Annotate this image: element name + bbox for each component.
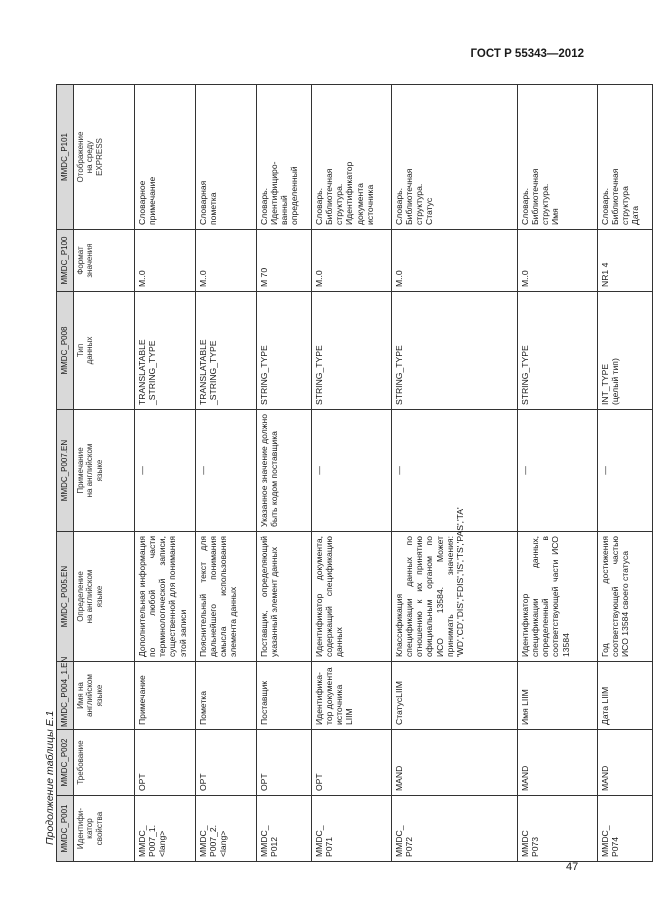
table-cell: STRING_TYPE (312, 292, 392, 410)
column-code-cell: MMDC_P004_1.EN (57, 662, 74, 730)
column-code-cell: MMDC_P002 (57, 730, 74, 796)
table-cell: OPT (257, 730, 312, 796)
table-cell: Дополнительная информация по любой части терминологической записи, существенной для понимания этой записи (135, 532, 196, 662)
column-code-cell: MMDC_P001 (57, 796, 74, 862)
table-row (598, 85, 653, 862)
table-caption: Продолжение таблицы Е.1 (44, 710, 56, 845)
table-cell: — (312, 410, 392, 532)
table-cell: M..0 (518, 230, 598, 292)
table-cell: Указанное значение должно быть кодом поставщика (257, 410, 312, 532)
table-cell: MMDC_ P012 (257, 796, 312, 862)
header-row (74, 85, 135, 862)
table-cell: СтатусLIIM (392, 662, 518, 730)
table-cell: MAND (518, 730, 598, 796)
table-cell: Идентифика- тор документа источника LIIM (312, 662, 392, 730)
table-cell: Пояснительный текст для дальнейшего понимания смысла использования элемента данных (196, 532, 257, 662)
table-body (57, 85, 653, 862)
table-row (257, 85, 312, 862)
table-cell: Словарь. Библиотечная структура. Статус (392, 85, 518, 230)
table-row (518, 85, 598, 862)
table-cell: Примечание (135, 662, 196, 730)
column-header-cell: Определение на английском языке (74, 532, 135, 662)
column-header-cell: Требование (74, 730, 135, 796)
table-cell: M..0 (312, 230, 392, 292)
column-header-cell: Отображение на среду EXPRESS (74, 85, 135, 230)
column-header-cell: Имя на английском языке (74, 662, 135, 730)
table-cell: — (392, 410, 518, 532)
table-cell: Словарная пометка (196, 85, 257, 230)
table-cell: STRING_TYPE (392, 292, 518, 410)
table-row (135, 85, 196, 862)
table-cell: — (518, 410, 598, 532)
column-header-cell: Идентифи- катор свойства (74, 796, 135, 862)
table-cell: — (135, 410, 196, 532)
table-cell: MMDC_ P074 (598, 796, 653, 862)
table-cell: — (196, 410, 257, 532)
rotated-table-container (56, 85, 641, 862)
column-header-cell: Тип данных (74, 292, 135, 410)
table-cell: Поставщик (257, 662, 312, 730)
table-cell: M..0 (392, 230, 518, 292)
standard-designation: ГОСТ Р 55343—2012 (470, 48, 584, 60)
property-table (56, 84, 653, 862)
table-row (392, 85, 518, 862)
table-cell: INT_TYPE (целый тип) (598, 292, 653, 410)
table-cell: — (598, 410, 653, 532)
table-cell: OPT (312, 730, 392, 796)
column-code-cell: MMDC_P008 (57, 292, 74, 410)
page-number: 47 (566, 861, 579, 873)
table-cell: Дата LIIM (598, 662, 653, 730)
table-cell: MMDC_ P071 (312, 796, 392, 862)
table-cell: Словарь. Идентифициро- ванный определенный (257, 85, 312, 230)
column-code-cell: MMDC_P100 (57, 230, 74, 292)
table-cell: MMDC_ P072 (392, 796, 518, 862)
table-cell: MMDC_ P007_2. <lang> (196, 796, 257, 862)
table-cell: MAND (392, 730, 518, 796)
table-row (196, 85, 257, 862)
table-cell: OPT (196, 730, 257, 796)
table-cell: STRING_TYPE (518, 292, 598, 410)
table-cell: Идентификатор спецификации данных, определенный в соответствующей части ИСО 13584 (518, 532, 598, 662)
table-cell: MMDC_ P007_1. <lang> (135, 796, 196, 862)
table-cell: Поставщик, определяющий указанный элемент данных (257, 532, 312, 662)
table-cell: MAND (598, 730, 653, 796)
table-cell: STRING_TYPE (257, 292, 312, 410)
table-cell: M 70 (257, 230, 312, 292)
table-cell: Пометка (196, 662, 257, 730)
table-cell: Идентификатор документа, содержащий спецификацию данных (312, 532, 392, 662)
code-row (57, 85, 74, 862)
table-cell: MMDC P073 (518, 796, 598, 862)
column-header-cell: Формат значения (74, 230, 135, 292)
table-cell: M..0 (135, 230, 196, 292)
table-cell: NR1 4 (598, 230, 653, 292)
table-cell: Классификация спецификации данных по отношению к их принятию официальным органом по ИСО 13584. Может принимать значения: 'WD','CD','DIS','FDIS','IS','TS','PAS','TA' (392, 532, 518, 662)
table-cell: TRANSLATABLE _STRING_TYPE (135, 292, 196, 410)
column-code-cell: MMDC_P007.EN (57, 410, 74, 532)
table-cell: Словарь. Библиотечная структура. Идентификатор документа источника (312, 85, 392, 230)
table-cell: Словарь. Библиотечная структура. Имя (518, 85, 598, 230)
table-cell: Словарное примечание (135, 85, 196, 230)
table-cell: TRANSLATABLE _STRING_TYPE (196, 292, 257, 410)
table-cell: Год достижения соответствующей частью ИСО 13584 своего статуса (598, 532, 653, 662)
table-row (312, 85, 392, 862)
column-header-cell: Примечание на английском языке (74, 410, 135, 532)
column-code-cell: MMDC_P005.EN (57, 532, 74, 662)
column-code-cell: MMDC_P101 (57, 85, 74, 230)
table-cell: Словарь. Библиотечная структура Дата (598, 85, 653, 230)
table-cell: M..0 (196, 230, 257, 292)
table-cell: Имя LIIM (518, 662, 598, 730)
table-cell: OPT (135, 730, 196, 796)
